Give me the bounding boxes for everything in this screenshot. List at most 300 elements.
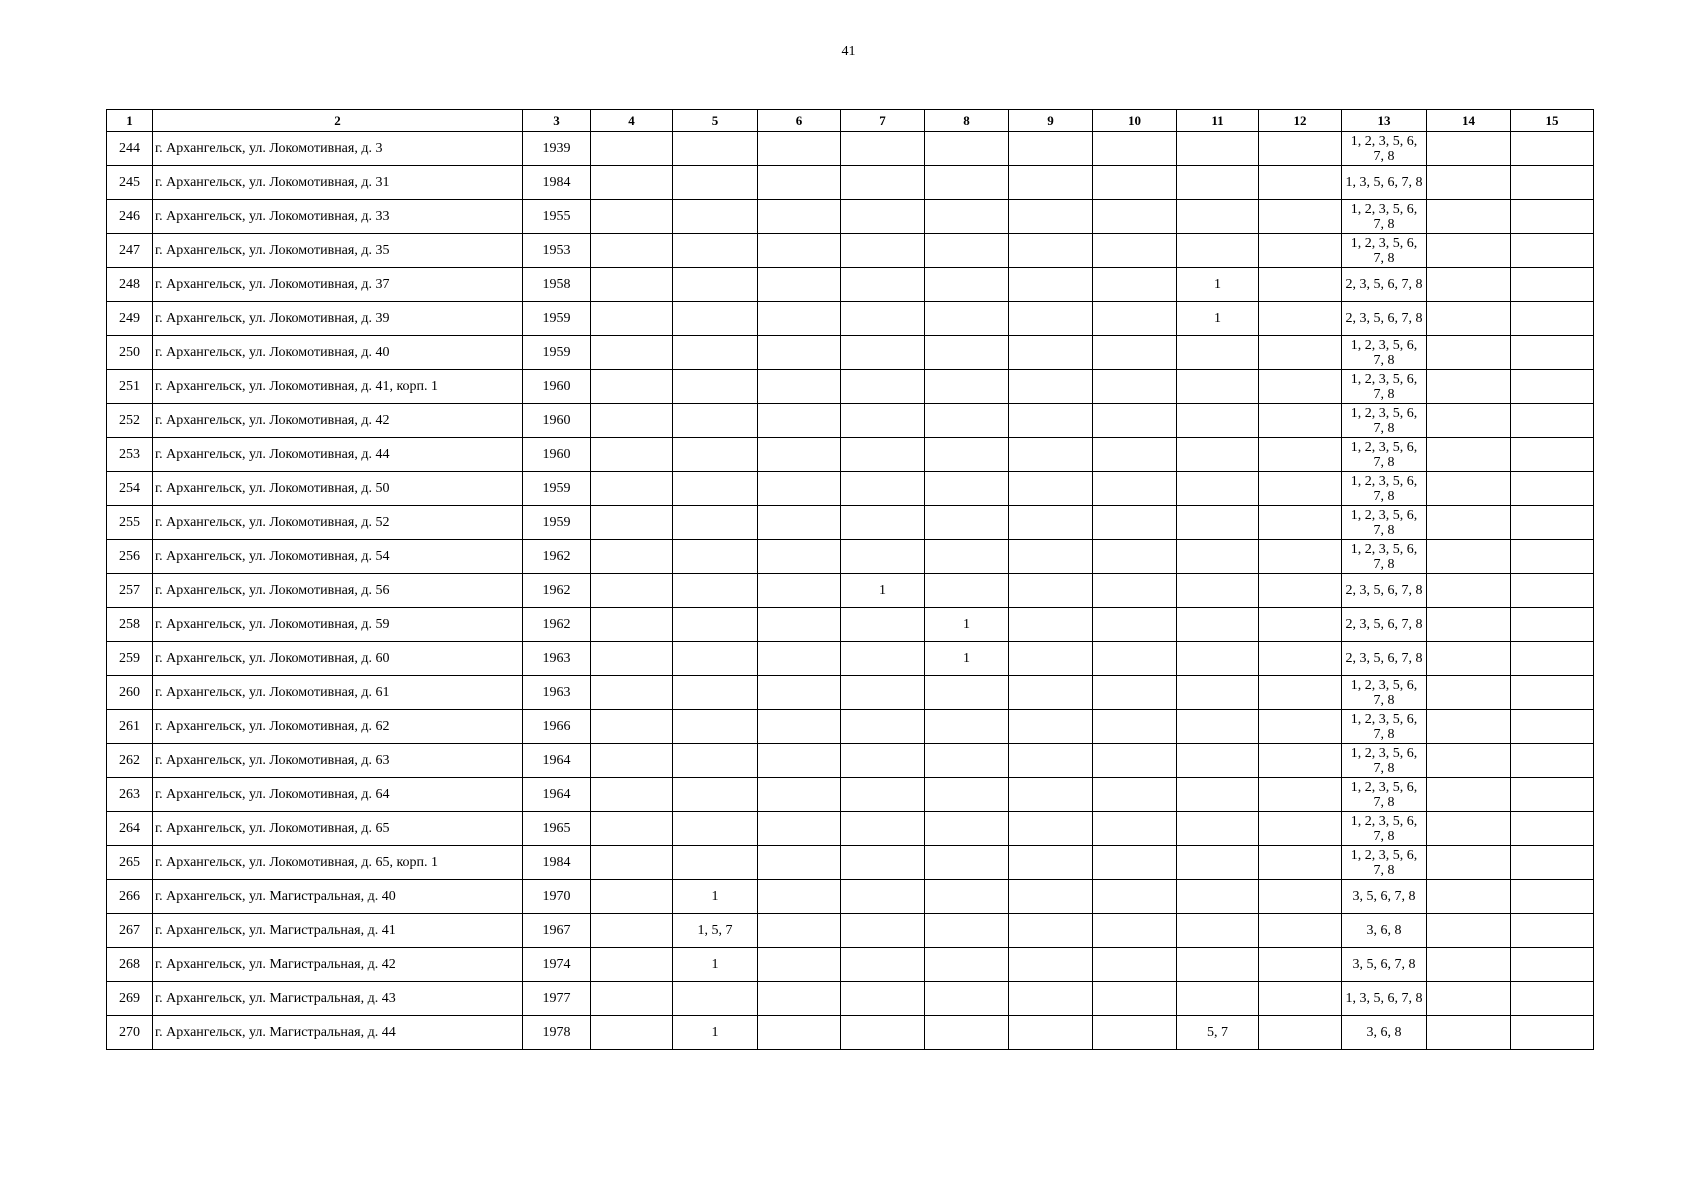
table-cell-col-3: 1962 bbox=[523, 540, 591, 574]
table-cell-col-12 bbox=[1259, 982, 1342, 1016]
table-cell-col-7 bbox=[841, 132, 925, 166]
table-cell-col-3: 1974 bbox=[523, 948, 591, 982]
table-cell-col-6 bbox=[758, 540, 841, 574]
table-cell-col-7 bbox=[841, 812, 925, 846]
table-cell-col-10 bbox=[1093, 302, 1177, 336]
table-cell-col-9 bbox=[1009, 234, 1093, 268]
table-cell-col-8 bbox=[925, 506, 1009, 540]
table-cell-col-2: г. Архангельск, ул. Магистральная, д. 40 bbox=[153, 880, 523, 914]
column-header-1: 1 bbox=[107, 110, 153, 132]
column-header-14: 14 bbox=[1427, 110, 1511, 132]
table-cell-col-9 bbox=[1009, 200, 1093, 234]
table-cell-col-2: г. Архангельск, ул. Локомотивная, д. 39 bbox=[153, 302, 523, 336]
table-cell-col-12 bbox=[1259, 472, 1342, 506]
table-cell-col-14 bbox=[1427, 166, 1511, 200]
table-cell-col-8 bbox=[925, 846, 1009, 880]
table-cell-col-2: г. Архангельск, ул. Локомотивная, д. 52 bbox=[153, 506, 523, 540]
table-cell-col-5 bbox=[673, 744, 758, 778]
table-cell-col-13: 1, 2, 3, 5, 6, 7, 8 bbox=[1342, 472, 1427, 506]
table-cell-col-1: 269 bbox=[107, 982, 153, 1016]
table-cell-col-12 bbox=[1259, 948, 1342, 982]
table-cell-col-6 bbox=[758, 166, 841, 200]
table-cell-col-8 bbox=[925, 778, 1009, 812]
column-header-15: 15 bbox=[1511, 110, 1594, 132]
table-cell-col-7 bbox=[841, 166, 925, 200]
table-cell-col-8 bbox=[925, 1016, 1009, 1050]
table-cell-col-6 bbox=[758, 1016, 841, 1050]
table-cell-col-12 bbox=[1259, 302, 1342, 336]
table-cell-col-6 bbox=[758, 370, 841, 404]
table-cell-col-9 bbox=[1009, 370, 1093, 404]
table-cell-col-2: г. Архангельск, ул. Локомотивная, д. 41, корп. 1 bbox=[153, 370, 523, 404]
table-cell-col-4 bbox=[591, 846, 673, 880]
table-cell-col-2: г. Архангельск, ул. Локомотивная, д. 63 bbox=[153, 744, 523, 778]
table-cell-col-7 bbox=[841, 710, 925, 744]
table-cell-col-11 bbox=[1177, 982, 1259, 1016]
table-cell-col-2: г. Архангельск, ул. Локомотивная, д. 42 bbox=[153, 404, 523, 438]
table-cell-col-1: 270 bbox=[107, 1016, 153, 1050]
table-cell-col-6 bbox=[758, 574, 841, 608]
table-cell-col-6 bbox=[758, 744, 841, 778]
table-row bbox=[107, 1016, 1594, 1050]
table-cell-col-4 bbox=[591, 744, 673, 778]
table-cell-col-13: 1, 2, 3, 5, 6, 7, 8 bbox=[1342, 200, 1427, 234]
table-row bbox=[107, 200, 1594, 234]
column-header-9: 9 bbox=[1009, 110, 1093, 132]
table-cell-col-12 bbox=[1259, 132, 1342, 166]
table-cell-col-11 bbox=[1177, 438, 1259, 472]
table-cell-col-3: 1967 bbox=[523, 914, 591, 948]
table-cell-col-6 bbox=[758, 234, 841, 268]
table-cell-col-8: 1 bbox=[925, 608, 1009, 642]
table-cell-col-5 bbox=[673, 438, 758, 472]
table-cell-col-1: 266 bbox=[107, 880, 153, 914]
table-cell-col-12 bbox=[1259, 710, 1342, 744]
table-cell-col-11 bbox=[1177, 574, 1259, 608]
table-cell-col-7 bbox=[841, 370, 925, 404]
table-cell-col-1: 252 bbox=[107, 404, 153, 438]
table-cell-col-13: 1, 2, 3, 5, 6, 7, 8 bbox=[1342, 676, 1427, 710]
table-cell-col-9 bbox=[1009, 404, 1093, 438]
table-cell-col-13: 1, 2, 3, 5, 6, 7, 8 bbox=[1342, 744, 1427, 778]
column-header-12: 12 bbox=[1259, 110, 1342, 132]
table-cell-col-13: 1, 3, 5, 6, 7, 8 bbox=[1342, 166, 1427, 200]
table-cell-col-5 bbox=[673, 642, 758, 676]
table-cell-col-2: г. Архангельск, ул. Локомотивная, д. 61 bbox=[153, 676, 523, 710]
column-header-11: 11 bbox=[1177, 110, 1259, 132]
table-cell-col-14 bbox=[1427, 438, 1511, 472]
table-cell-col-2: г. Архангельск, ул. Локомотивная, д. 65 bbox=[153, 812, 523, 846]
table-cell-col-4 bbox=[591, 608, 673, 642]
table-cell-col-12 bbox=[1259, 234, 1342, 268]
table-cell-col-10 bbox=[1093, 234, 1177, 268]
table-cell-col-2: г. Архангельск, ул. Локомотивная, д. 3 bbox=[153, 132, 523, 166]
table-cell-col-2: г. Архангельск, ул. Локомотивная, д. 60 bbox=[153, 642, 523, 676]
page-number: 41 bbox=[841, 44, 856, 59]
table-cell-col-10 bbox=[1093, 1016, 1177, 1050]
table-cell-col-8 bbox=[925, 302, 1009, 336]
table-cell-col-10 bbox=[1093, 472, 1177, 506]
table-row bbox=[107, 676, 1594, 710]
table-cell-col-14 bbox=[1427, 778, 1511, 812]
table-cell-col-5 bbox=[673, 370, 758, 404]
table-cell-col-15 bbox=[1511, 506, 1594, 540]
table-cell-col-10 bbox=[1093, 200, 1177, 234]
table-cell-col-3: 1958 bbox=[523, 268, 591, 302]
table-row bbox=[107, 744, 1594, 778]
table-row bbox=[107, 268, 1594, 302]
table-cell-col-13: 2, 3, 5, 6, 7, 8 bbox=[1342, 642, 1427, 676]
table-row bbox=[107, 642, 1594, 676]
table-cell-col-4 bbox=[591, 200, 673, 234]
table-cell-col-9 bbox=[1009, 642, 1093, 676]
table-cell-col-14 bbox=[1427, 914, 1511, 948]
table-cell-col-1: 250 bbox=[107, 336, 153, 370]
table-cell-col-11 bbox=[1177, 336, 1259, 370]
table-cell-col-9 bbox=[1009, 302, 1093, 336]
table-cell-col-10 bbox=[1093, 404, 1177, 438]
table-cell-col-4 bbox=[591, 302, 673, 336]
table-cell-col-4 bbox=[591, 234, 673, 268]
table-cell-col-14 bbox=[1427, 268, 1511, 302]
table-cell-col-7 bbox=[841, 472, 925, 506]
table-cell-col-5 bbox=[673, 268, 758, 302]
table-cell-col-3: 1960 bbox=[523, 370, 591, 404]
table-cell-col-12 bbox=[1259, 200, 1342, 234]
table-cell-col-8 bbox=[925, 438, 1009, 472]
table-header-row bbox=[107, 110, 1594, 132]
table-cell-col-7 bbox=[841, 676, 925, 710]
table-cell-col-1: 259 bbox=[107, 642, 153, 676]
table-cell-col-5 bbox=[673, 710, 758, 744]
table-cell-col-9 bbox=[1009, 1016, 1093, 1050]
table-row bbox=[107, 506, 1594, 540]
table-cell-col-15 bbox=[1511, 948, 1594, 982]
table-cell-col-10 bbox=[1093, 506, 1177, 540]
table-cell-col-13: 3, 6, 8 bbox=[1342, 914, 1427, 948]
table-cell-col-10 bbox=[1093, 914, 1177, 948]
table-cell-col-1: 245 bbox=[107, 166, 153, 200]
table-cell-col-15 bbox=[1511, 982, 1594, 1016]
table-cell-col-2: г. Архангельск, ул. Локомотивная, д. 44 bbox=[153, 438, 523, 472]
table-cell-col-14 bbox=[1427, 200, 1511, 234]
table-cell-col-8 bbox=[925, 880, 1009, 914]
table-cell-col-7 bbox=[841, 914, 925, 948]
table-cell-col-13: 1, 2, 3, 5, 6, 7, 8 bbox=[1342, 846, 1427, 880]
table-cell-col-14 bbox=[1427, 472, 1511, 506]
table-cell-col-3: 1960 bbox=[523, 404, 591, 438]
table-cell-col-4 bbox=[591, 404, 673, 438]
table-cell-col-8 bbox=[925, 132, 1009, 166]
table-cell-col-10 bbox=[1093, 982, 1177, 1016]
table-cell-col-9 bbox=[1009, 914, 1093, 948]
table-row bbox=[107, 846, 1594, 880]
table-cell-col-6 bbox=[758, 336, 841, 370]
table-cell-col-13: 1, 2, 3, 5, 6, 7, 8 bbox=[1342, 234, 1427, 268]
table-cell-col-1: 261 bbox=[107, 710, 153, 744]
table-cell-col-13: 1, 3, 5, 6, 7, 8 bbox=[1342, 982, 1427, 1016]
table-cell-col-4 bbox=[591, 948, 673, 982]
table-cell-col-6 bbox=[758, 472, 841, 506]
table-cell-col-2: г. Архангельск, ул. Локомотивная, д. 54 bbox=[153, 540, 523, 574]
table-cell-col-15 bbox=[1511, 676, 1594, 710]
table-cell-col-9 bbox=[1009, 438, 1093, 472]
table-cell-col-7 bbox=[841, 846, 925, 880]
table-cell-col-10 bbox=[1093, 268, 1177, 302]
table-cell-col-4 bbox=[591, 336, 673, 370]
table-cell-col-7 bbox=[841, 1016, 925, 1050]
table-cell-col-12 bbox=[1259, 778, 1342, 812]
table-cell-col-5 bbox=[673, 676, 758, 710]
table-cell-col-1: 262 bbox=[107, 744, 153, 778]
table-cell-col-3: 1962 bbox=[523, 608, 591, 642]
table-cell-col-13: 1, 2, 3, 5, 6, 7, 8 bbox=[1342, 404, 1427, 438]
table-cell-col-4 bbox=[591, 540, 673, 574]
table-cell-col-8 bbox=[925, 744, 1009, 778]
table-cell-col-8 bbox=[925, 948, 1009, 982]
table-cell-col-14 bbox=[1427, 710, 1511, 744]
table-cell-col-2: г. Архангельск, ул. Локомотивная, д. 40 bbox=[153, 336, 523, 370]
table-cell-col-5 bbox=[673, 778, 758, 812]
table-cell-col-14 bbox=[1427, 540, 1511, 574]
table-cell-col-7 bbox=[841, 982, 925, 1016]
table-cell-col-7 bbox=[841, 200, 925, 234]
table-cell-col-12 bbox=[1259, 506, 1342, 540]
table-cell-col-14 bbox=[1427, 302, 1511, 336]
table-cell-col-10 bbox=[1093, 132, 1177, 166]
table-cell-col-1: 244 bbox=[107, 132, 153, 166]
table-cell-col-8 bbox=[925, 166, 1009, 200]
table-cell-col-4 bbox=[591, 778, 673, 812]
table-cell-col-1: 263 bbox=[107, 778, 153, 812]
table-cell-col-15 bbox=[1511, 608, 1594, 642]
table-cell-col-6 bbox=[758, 812, 841, 846]
table-cell-col-11 bbox=[1177, 166, 1259, 200]
table-cell-col-10 bbox=[1093, 438, 1177, 472]
table-cell-col-9 bbox=[1009, 778, 1093, 812]
table-cell-col-8 bbox=[925, 472, 1009, 506]
table-cell-col-13: 1, 2, 3, 5, 6, 7, 8 bbox=[1342, 540, 1427, 574]
table-cell-col-7 bbox=[841, 744, 925, 778]
table-cell-col-14 bbox=[1427, 744, 1511, 778]
table-cell-col-6 bbox=[758, 914, 841, 948]
table-cell-col-11 bbox=[1177, 540, 1259, 574]
table-cell-col-12 bbox=[1259, 846, 1342, 880]
table-cell-col-9 bbox=[1009, 574, 1093, 608]
table-cell-col-14 bbox=[1427, 234, 1511, 268]
table-cell-col-9 bbox=[1009, 132, 1093, 166]
table-cell-col-6 bbox=[758, 982, 841, 1016]
table-cell-col-7 bbox=[841, 234, 925, 268]
table-row bbox=[107, 982, 1594, 1016]
table-cell-col-11 bbox=[1177, 506, 1259, 540]
table-cell-col-14 bbox=[1427, 812, 1511, 846]
column-header-3: 3 bbox=[523, 110, 591, 132]
table-cell-col-5 bbox=[673, 574, 758, 608]
table-cell-col-13: 1, 2, 3, 5, 6, 7, 8 bbox=[1342, 506, 1427, 540]
table-row bbox=[107, 336, 1594, 370]
table-cell-col-7 bbox=[841, 948, 925, 982]
table-cell-col-1: 265 bbox=[107, 846, 153, 880]
table-cell-col-13: 1, 2, 3, 5, 6, 7, 8 bbox=[1342, 778, 1427, 812]
table-cell-col-5 bbox=[673, 506, 758, 540]
table-cell-col-12 bbox=[1259, 574, 1342, 608]
table-cell-col-15 bbox=[1511, 880, 1594, 914]
table-cell-col-3: 1966 bbox=[523, 710, 591, 744]
table-cell-col-13: 3, 6, 8 bbox=[1342, 1016, 1427, 1050]
table-cell-col-13: 1, 2, 3, 5, 6, 7, 8 bbox=[1342, 132, 1427, 166]
table-cell-col-13: 1, 2, 3, 5, 6, 7, 8 bbox=[1342, 336, 1427, 370]
table-cell-col-13: 1, 2, 3, 5, 6, 7, 8 bbox=[1342, 812, 1427, 846]
table-cell-col-10 bbox=[1093, 744, 1177, 778]
table-row bbox=[107, 438, 1594, 472]
table-cell-col-2: г. Архангельск, ул. Локомотивная, д. 65, корп. 1 bbox=[153, 846, 523, 880]
table-cell-col-15 bbox=[1511, 540, 1594, 574]
table-cell-col-10 bbox=[1093, 608, 1177, 642]
table-cell-col-3: 1984 bbox=[523, 166, 591, 200]
table-cell-col-8 bbox=[925, 540, 1009, 574]
column-header-10: 10 bbox=[1093, 110, 1177, 132]
table-cell-col-13: 2, 3, 5, 6, 7, 8 bbox=[1342, 574, 1427, 608]
table-cell-col-4 bbox=[591, 574, 673, 608]
table-cell-col-7 bbox=[841, 268, 925, 302]
table-cell-col-1: 253 bbox=[107, 438, 153, 472]
table-cell-col-15 bbox=[1511, 336, 1594, 370]
table-row bbox=[107, 948, 1594, 982]
column-header-2: 2 bbox=[153, 110, 523, 132]
table-cell-col-3: 1959 bbox=[523, 336, 591, 370]
table-cell-col-11 bbox=[1177, 472, 1259, 506]
table-cell-col-4 bbox=[591, 472, 673, 506]
table-cell-col-6 bbox=[758, 268, 841, 302]
table-cell-col-12 bbox=[1259, 608, 1342, 642]
table-cell-col-11 bbox=[1177, 846, 1259, 880]
table-cell-col-14 bbox=[1427, 370, 1511, 404]
table-cell-col-5: 1 bbox=[673, 948, 758, 982]
table-cell-col-3: 1965 bbox=[523, 812, 591, 846]
table-cell-col-9 bbox=[1009, 676, 1093, 710]
table-cell-col-5 bbox=[673, 234, 758, 268]
table-cell-col-5 bbox=[673, 302, 758, 336]
table-cell-col-3: 1964 bbox=[523, 744, 591, 778]
table-row bbox=[107, 914, 1594, 948]
table-cell-col-1: 267 bbox=[107, 914, 153, 948]
table-cell-col-15 bbox=[1511, 812, 1594, 846]
table-cell-col-6 bbox=[758, 404, 841, 438]
table-cell-col-8 bbox=[925, 336, 1009, 370]
column-header-13: 13 bbox=[1342, 110, 1427, 132]
table-row bbox=[107, 608, 1594, 642]
table-cell-col-3: 1963 bbox=[523, 642, 591, 676]
table-cell-col-1: 247 bbox=[107, 234, 153, 268]
table-cell-col-11 bbox=[1177, 744, 1259, 778]
table-cell-col-1: 251 bbox=[107, 370, 153, 404]
table-cell-col-2: г. Архангельск, ул. Локомотивная, д. 31 bbox=[153, 166, 523, 200]
table-cell-col-6 bbox=[758, 200, 841, 234]
table-cell-col-9 bbox=[1009, 336, 1093, 370]
table-cell-col-2: г. Архангельск, ул. Локомотивная, д. 59 bbox=[153, 608, 523, 642]
table-cell-col-6 bbox=[758, 438, 841, 472]
table-cell-col-2: г. Архангельск, ул. Локомотивная, д. 37 bbox=[153, 268, 523, 302]
table-cell-col-2: г. Архангельск, ул. Локомотивная, д. 35 bbox=[153, 234, 523, 268]
table-cell-col-11 bbox=[1177, 404, 1259, 438]
table-cell-col-11 bbox=[1177, 608, 1259, 642]
table-cell-col-15 bbox=[1511, 302, 1594, 336]
table-cell-col-9 bbox=[1009, 710, 1093, 744]
table-cell-col-5 bbox=[673, 336, 758, 370]
table-row bbox=[107, 540, 1594, 574]
table-cell-col-7 bbox=[841, 880, 925, 914]
table-cell-col-6 bbox=[758, 642, 841, 676]
column-header-8: 8 bbox=[925, 110, 1009, 132]
table-cell-col-15 bbox=[1511, 642, 1594, 676]
table-cell-col-9 bbox=[1009, 744, 1093, 778]
table-cell-col-3: 1959 bbox=[523, 472, 591, 506]
table-cell-col-1: 258 bbox=[107, 608, 153, 642]
table-cell-col-6 bbox=[758, 506, 841, 540]
table-cell-col-14 bbox=[1427, 404, 1511, 438]
table-cell-col-9 bbox=[1009, 268, 1093, 302]
table-cell-col-10 bbox=[1093, 778, 1177, 812]
table-cell-col-11 bbox=[1177, 948, 1259, 982]
table-row bbox=[107, 132, 1594, 166]
table-cell-col-10 bbox=[1093, 948, 1177, 982]
table-row bbox=[107, 812, 1594, 846]
table-cell-col-15 bbox=[1511, 234, 1594, 268]
table-cell-col-5 bbox=[673, 846, 758, 880]
table-cell-col-4 bbox=[591, 642, 673, 676]
column-header-6: 6 bbox=[758, 110, 841, 132]
table-cell-col-5 bbox=[673, 472, 758, 506]
table-cell-col-2: г. Архангельск, ул. Локомотивная, д. 62 bbox=[153, 710, 523, 744]
table-cell-col-3: 1953 bbox=[523, 234, 591, 268]
table-row bbox=[107, 234, 1594, 268]
table-cell-col-1: 260 bbox=[107, 676, 153, 710]
table-cell-col-7 bbox=[841, 608, 925, 642]
table-cell-col-3: 1984 bbox=[523, 846, 591, 880]
table-cell-col-8 bbox=[925, 404, 1009, 438]
table-cell-col-10 bbox=[1093, 880, 1177, 914]
table-cell-col-3: 1970 bbox=[523, 880, 591, 914]
table-cell-col-11: 5, 7 bbox=[1177, 1016, 1259, 1050]
table-cell-col-15 bbox=[1511, 846, 1594, 880]
table-cell-col-7: 1 bbox=[841, 574, 925, 608]
table-cell-col-11: 1 bbox=[1177, 302, 1259, 336]
table-cell-col-14 bbox=[1427, 982, 1511, 1016]
table-cell-col-6 bbox=[758, 846, 841, 880]
table-cell-col-15 bbox=[1511, 710, 1594, 744]
table-cell-col-10 bbox=[1093, 166, 1177, 200]
table-cell-col-15 bbox=[1511, 1016, 1594, 1050]
table-cell-col-12 bbox=[1259, 336, 1342, 370]
table-cell-col-6 bbox=[758, 302, 841, 336]
table-cell-col-15 bbox=[1511, 268, 1594, 302]
table-cell-col-4 bbox=[591, 370, 673, 404]
table-cell-col-15 bbox=[1511, 438, 1594, 472]
table-cell-col-12 bbox=[1259, 676, 1342, 710]
table-cell-col-4 bbox=[591, 982, 673, 1016]
table-cell-col-14 bbox=[1427, 948, 1511, 982]
table-cell-col-11: 1 bbox=[1177, 268, 1259, 302]
table-cell-col-13: 1, 2, 3, 5, 6, 7, 8 bbox=[1342, 370, 1427, 404]
table-cell-col-12 bbox=[1259, 268, 1342, 302]
table-cell-col-2: г. Архангельск, ул. Магистральная, д. 41 bbox=[153, 914, 523, 948]
table-cell-col-4 bbox=[591, 914, 673, 948]
table-cell-col-15 bbox=[1511, 472, 1594, 506]
table-row bbox=[107, 880, 1594, 914]
table-cell-col-8 bbox=[925, 200, 1009, 234]
table-cell-col-11 bbox=[1177, 132, 1259, 166]
